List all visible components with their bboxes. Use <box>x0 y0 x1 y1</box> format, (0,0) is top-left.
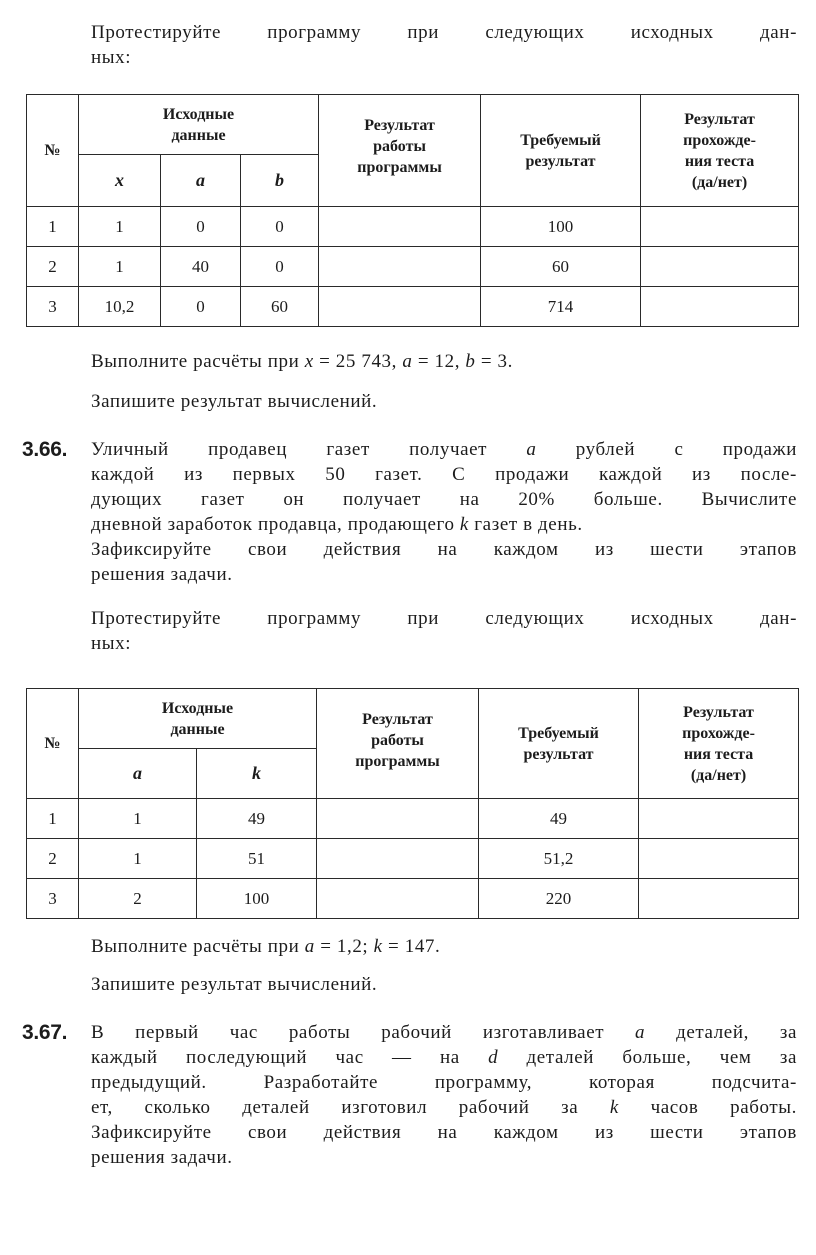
test-table-1 <box>26 94 799 327</box>
table-row: 2 1 51 51,2 <box>27 839 799 879</box>
col-input-header: Исходные данные <box>79 95 319 155</box>
table-row: 1 1 49 49 <box>27 799 799 839</box>
record-instruction-1: Запишите результат вычислений. <box>91 391 378 412</box>
col-number-header: № <box>27 95 79 207</box>
var-a-header: a <box>79 749 197 799</box>
program-result-cell <box>319 287 481 327</box>
col-program-result-header: Результат работы программы <box>319 95 481 207</box>
test-pass-cell <box>641 247 799 287</box>
test-pass-cell <box>639 799 799 839</box>
calculation-instruction-1: Выполните расчёты при x = 25 743, a = 12, b = 3. <box>91 351 513 372</box>
table-row: 1 1 0 0 100 <box>27 207 799 247</box>
test-pass-cell <box>641 287 799 327</box>
table-row: 3 2 100 220 <box>27 879 799 919</box>
calculation-instruction-2: Выполните расчёты при a = 1,2; k = 147. <box>91 936 441 957</box>
test-pass-cell <box>641 207 799 247</box>
test-pass-cell <box>639 839 799 879</box>
task-3-66-text: Уличный продавец газет получает a рублей с продажи каждой из первых 50 газет. С продажи каждой из после- дующих газет он получает на 20% больше. Вычислите дневной заработок продавца, продающего k газет в день. Зафиксируйте свои действия на каждом из шести этапов решения задачи. <box>91 439 797 585</box>
col-required-result-header: Требуемый результат <box>481 95 641 207</box>
col-test-pass-header: Результат прохожде- ния теста (да/нет) <box>639 689 799 799</box>
task-number-3-66: 3.66. <box>22 438 68 461</box>
test-pass-cell <box>639 879 799 919</box>
table-row: 3 10,2 0 60 714 <box>27 287 799 327</box>
var-x-header: x <box>79 155 161 207</box>
program-result-cell <box>319 247 481 287</box>
col-program-result-header: Результат работы программы <box>317 689 479 799</box>
col-test-pass-header: Результат прохожде- ния теста (да/нет) <box>641 95 799 207</box>
record-instruction-2: Запишите результат вычислений. <box>91 974 378 995</box>
var-k-header: k <box>197 749 317 799</box>
col-input-header: Исходные данные <box>79 689 317 749</box>
var-a-header: a <box>161 155 241 207</box>
program-result-cell <box>319 207 481 247</box>
program-result-cell <box>317 839 479 879</box>
program-result-cell <box>317 879 479 919</box>
col-required-result-header: Требуемый результат <box>479 689 639 799</box>
test-table-2 <box>26 688 799 919</box>
var-b-header: b <box>241 155 319 207</box>
test-intro-paragraph-2: Протестируйте программу при следующих исходных дан- ных: <box>91 608 797 654</box>
program-result-cell <box>317 799 479 839</box>
table-row: 2 1 40 0 60 <box>27 247 799 287</box>
task-3-67-text: В первый час работы рабочий изготавливает a деталей, за каждый последующий час — на d деталей больше, чем за предыдущий. Разработайте программу, которая подсчита- ет, сколько деталей изготовил рабочий за k часов работы. Зафиксируйте свои действия на каждом из шести этапов решения задачи. <box>91 1022 797 1168</box>
task-number-3-67: 3.67. <box>22 1021 68 1044</box>
test-intro-paragraph-1: Протестируйте программу при следующих исходных дан- ных: <box>91 22 797 68</box>
col-number-header: № <box>27 689 79 799</box>
